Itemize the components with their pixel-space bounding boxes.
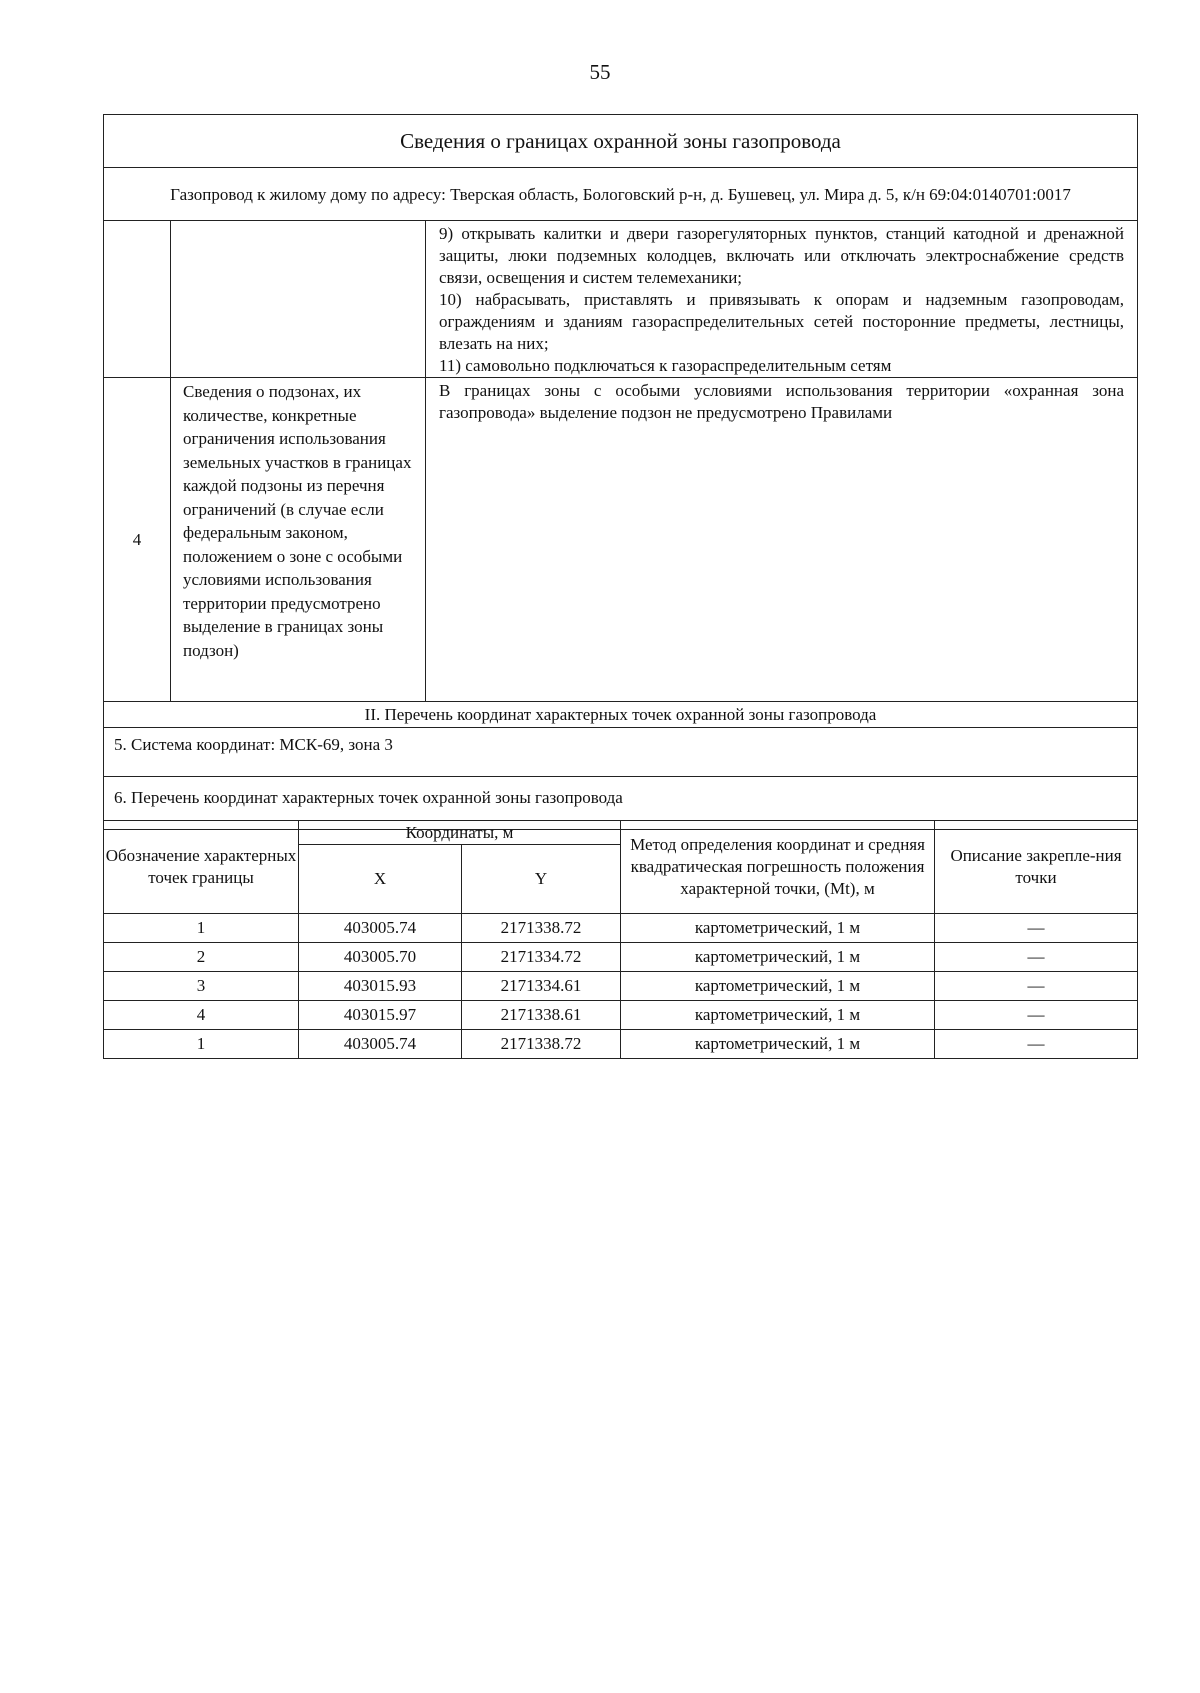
table-row <box>104 1001 1138 1030</box>
table-row <box>104 221 1138 378</box>
coord-x: 403005.74 <box>299 1030 462 1059</box>
restriction-item: 9) открывать калитки и двери газорегуляторных пунктов, станций катодной и дренажной защиты, люки подземных колодцев, включать или отключать электроснабжение средств связи, освещения и систем телемеханики; <box>439 224 1125 287</box>
method: картометрический, 1 м <box>621 1001 935 1030</box>
fixing: — <box>935 914 1138 943</box>
restriction-item: 10) набрасывать, приставлять и привязывать к опорам и надземным газопроводам, ограждениям и зданиям газораспределительных сетей посторонние предметы, лестницы, влезать на них; <box>439 290 1125 353</box>
coord-y: 2171338.72 <box>462 914 621 943</box>
coord-y: 2171338.72 <box>462 1030 621 1059</box>
point-id: 3 <box>104 972 299 1001</box>
coord-y: 2171334.72 <box>462 943 621 972</box>
coord-x: 403005.74 <box>299 914 462 943</box>
coord-y: 2171334.61 <box>462 972 621 1001</box>
section-2-heading: II. Перечень координат характерных точек охранной зоны газопровода <box>104 702 1138 728</box>
method: картометрический, 1 м <box>621 972 935 1001</box>
row-number-empty <box>104 221 171 378</box>
table-row <box>104 972 1138 1001</box>
document-title: Сведения о границах охранной зоны газопровода <box>104 115 1138 168</box>
header-method: Метод определения координат и средняя квадратическая погрешность положения характерной точки, (Mt), м <box>621 821 935 914</box>
zone-info-table <box>103 114 1138 830</box>
coord-x: 403015.97 <box>299 1001 462 1030</box>
coordinate-system: 5. Система координат: МСК-69, зона 3 <box>104 728 1138 777</box>
point-id: 1 <box>104 1030 299 1059</box>
coord-x: 403005.70 <box>299 943 462 972</box>
table-row <box>104 914 1138 943</box>
coord-y: 2171338.61 <box>462 1001 621 1030</box>
row-number: 4 <box>104 378 171 702</box>
header-fixing: Описание закрепле-ния точки <box>935 821 1138 914</box>
fixing: — <box>935 1030 1138 1059</box>
section-6-heading: 6. Перечень координат характерных точек охранной зоны газопровода <box>104 777 1138 830</box>
method: картометрический, 1 м <box>621 943 935 972</box>
header-x: X <box>299 845 462 914</box>
subzones-description: В границах зоны с особыми условиями использования территории «охранная зона газопровода» выделение подзон не предусмотрено Правилами <box>426 378 1138 702</box>
header-y: Y <box>462 845 621 914</box>
page-number: 55 <box>589 60 611 84</box>
header-point: Обозначение характерных точек границы <box>104 821 299 914</box>
point-id: 4 <box>104 1001 299 1030</box>
point-id: 1 <box>104 914 299 943</box>
fixing: — <box>935 943 1138 972</box>
subzones-label: Сведения о подзонах, их количестве, конкретные ограничения использования земельных участков в границах каждой подзоны из перечня ограничений (в случае если федеральным законом, положением о зоне с особыми условиями использования территории предусмотрено выделение в границах зоны подзон) <box>171 378 426 702</box>
table-row <box>104 378 1138 702</box>
fixing: — <box>935 972 1138 1001</box>
fixing: — <box>935 1001 1138 1030</box>
table-row <box>104 943 1138 972</box>
restriction-item: 11) самовольно подключаться к газораспределительным сетям <box>439 356 892 375</box>
method: картометрический, 1 м <box>621 914 935 943</box>
coordinates-table <box>103 820 1138 1059</box>
header-coords: Координаты, м <box>299 821 621 845</box>
method: картометрический, 1 м <box>621 1030 935 1059</box>
coord-x: 403015.93 <box>299 972 462 1001</box>
table-row <box>104 1030 1138 1059</box>
restrictions-continued <box>426 221 1138 378</box>
point-id: 2 <box>104 943 299 972</box>
row-name-empty <box>171 221 426 378</box>
pipeline-address: Газопровод к жилому дому по адресу: Тверская область, Бологовский р-н, д. Бушевец, ул. Мира д. 5, к/н 69:04:0140701:0017 <box>104 168 1138 221</box>
